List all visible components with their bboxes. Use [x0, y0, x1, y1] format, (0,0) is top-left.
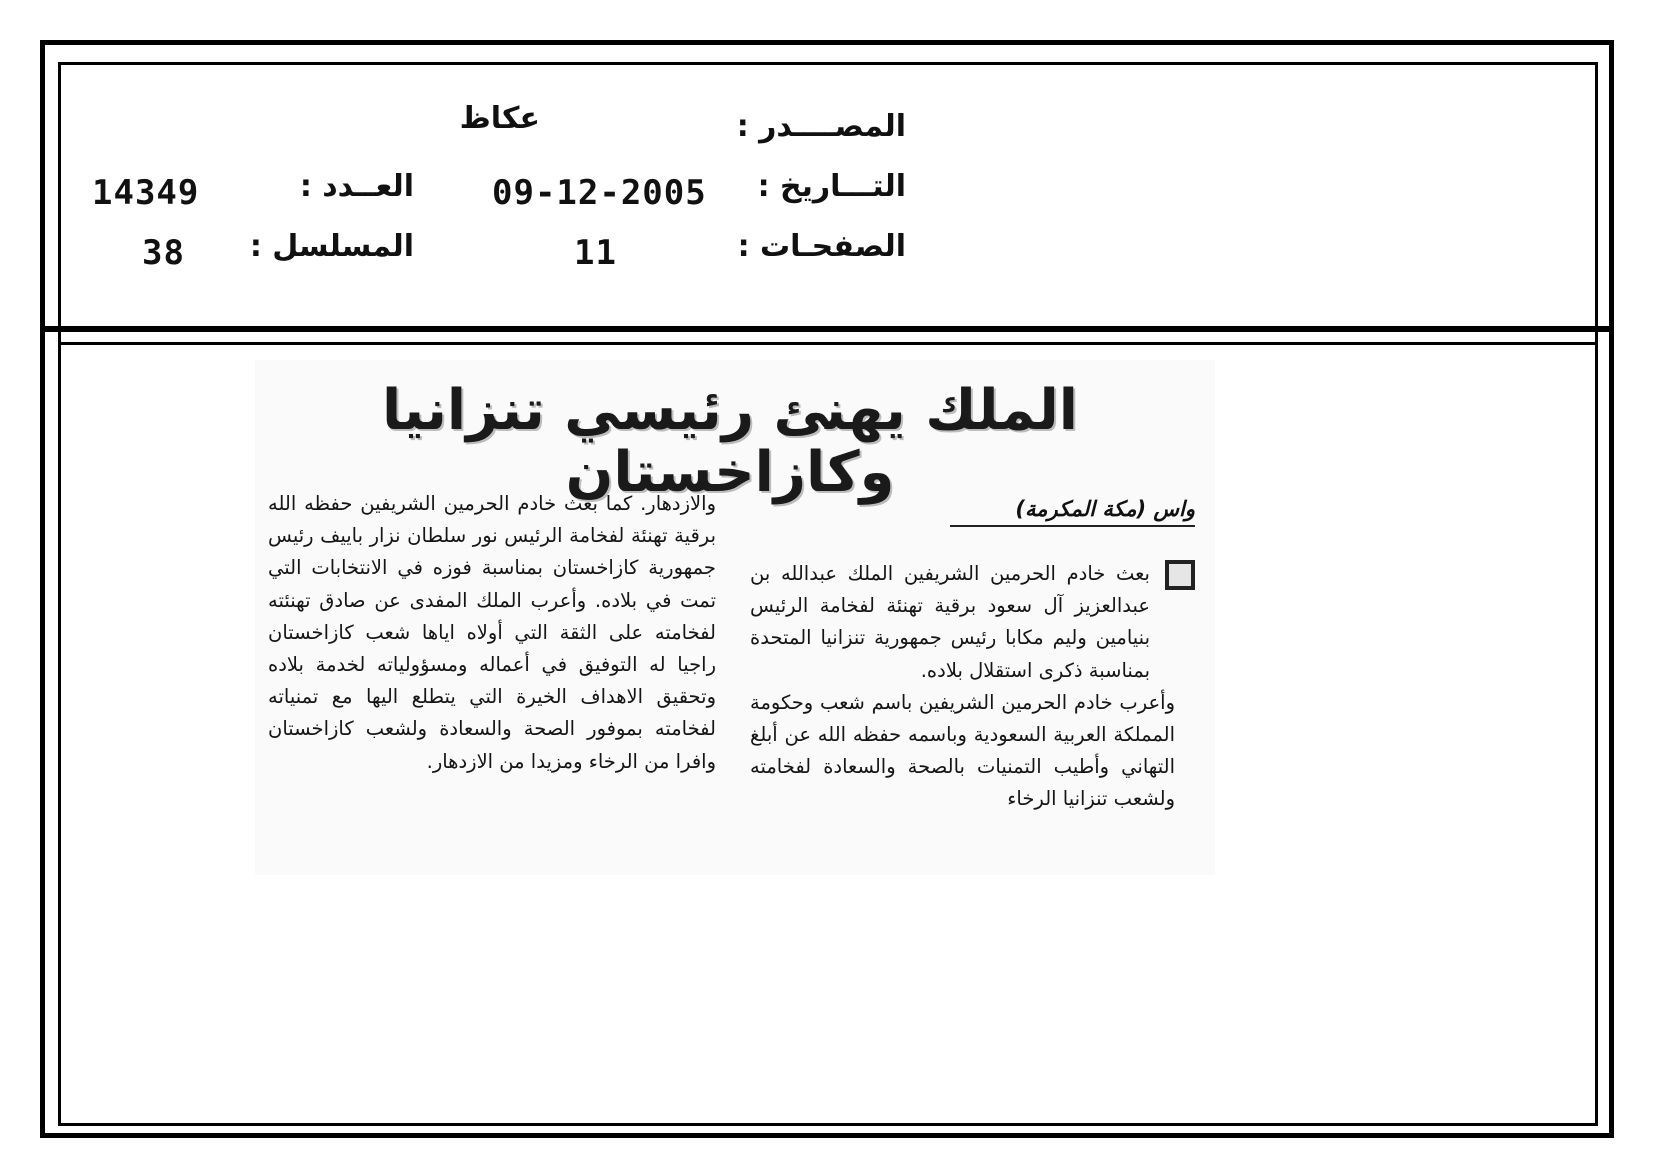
article-paragraph: وأعرب خادم الحرمين الشريفين باسم شعب وحكومة المملكة العربية السعودية وباسمه حفظه الله عن أبلغ التهاني وأطيب التمنيات بالصحة والسعادة لفخامته ولشعب تنزانيا الرخاء	[750, 690, 1175, 811]
date-value: 09-12-2005	[492, 173, 707, 213]
article-column-right	[750, 558, 1195, 816]
issue-value: 14349	[92, 173, 200, 213]
header-divider-thin	[58, 342, 1598, 345]
article-byline: واس (مكة المكرمة)	[950, 497, 1195, 527]
pages-value: 11	[574, 233, 617, 273]
article-headline: الملك يهنئ رئيسي تنزانيا وكازاخستان	[381, 378, 1079, 505]
article-paragraph: بعث خادم الحرمين الشريفين الملك عبدالله بن عبدالعزيز آل سعود برقية تهنئة لفخامة الرئيس بنيامين وليم مكابا رئيس جمهورية تنزانيا المتحدة بمناسبة ذكرى استقلال بلاده.	[750, 562, 1150, 682]
source-label: المصــــدر :	[736, 109, 906, 144]
issue-label: العــدد :	[299, 169, 414, 204]
serial-label: المسلسل :	[249, 229, 414, 264]
header-divider	[44, 326, 1610, 332]
serial-value: 38	[142, 233, 185, 273]
article-paragraph: والازدهار. كما بعث خادم الحرمين الشريفين حفظه الله برقية تهنئة لفخامة الرئيس نور سلطان نزار باييف رئيس جمهورية كازاخستان بمناسبة فوزه في الانتخابات التي تمت في بلاده. وأعرب الملك المفدى عن صادق تهنئته لفخامته على الثقة التي أولاه اياها شعب كازاخستان راجيا له التوفيق في أعماله ومسؤولياته لخدمة بلاده وتحقيق الاهداف الخيرة التي يتطلع اليها مع تمنياته لفخامته بموفور الصحة والسعادة ولشعب كازاخستان وافرا من الرخاء ومزيدا من الازدهار.	[268, 492, 716, 773]
source-value: عكاظ	[459, 101, 540, 136]
pages-label: الصفحـات :	[737, 229, 906, 264]
date-label: التـــاريخ :	[757, 169, 906, 204]
article-column-left	[268, 488, 716, 778]
